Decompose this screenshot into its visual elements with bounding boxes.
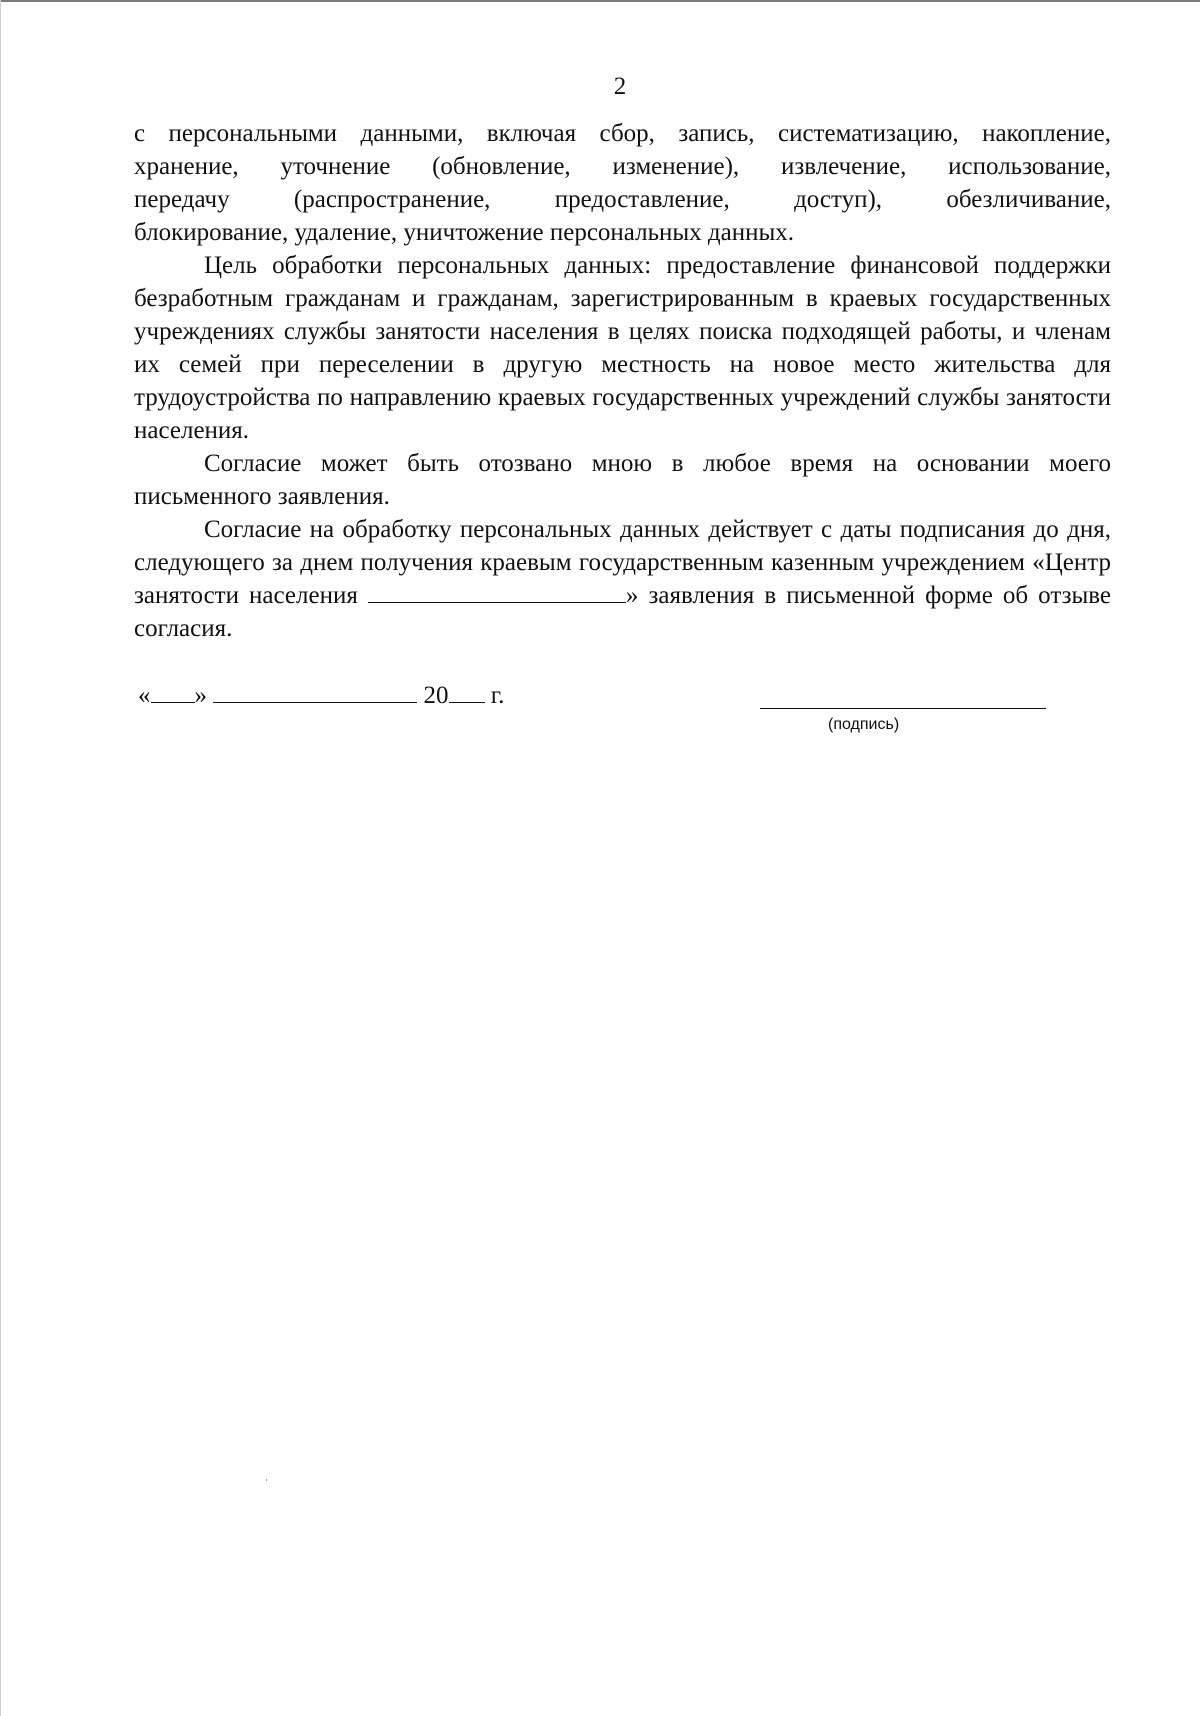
page-number: 2 — [613, 73, 627, 100]
paragraph-processing-actions — [134, 117, 1111, 249]
paragraph-consent-revocation: Согласие может быть отозвано мною в любое время на основании моего письменного заявления. — [134, 450, 1111, 510]
year-prefix: 20 — [423, 682, 449, 709]
consent-validity-text: Согласие на обработку персональных данных действует с даты подписания до дня, следующего за днем получения краевым государственным казенным учреждением «Центр занятости населения — [134, 516, 1111, 609]
paragraph-consent-validity — [134, 513, 1111, 645]
day-blank[interactable] — [151, 680, 195, 703]
month-blank[interactable] — [213, 680, 417, 703]
year-suffix: г. — [490, 682, 505, 709]
date-open-quote: « — [138, 682, 151, 709]
date-field — [138, 680, 504, 710]
employment-center-name-blank[interactable] — [368, 580, 626, 603]
document-body — [134, 117, 1111, 645]
close-quote: » — [625, 582, 639, 609]
paragraph-line: передачу (распространение, предоставление, доступ), обезличивание, — [134, 186, 1111, 213]
paragraph-line: блокирование, удаление, уничтожение персональных данных. — [134, 219, 795, 246]
paragraph-line: хранение, уточнение (обновление, изменение), извлечение, использование, — [134, 153, 1111, 180]
scan-edge-left — [0, 0, 1, 1716]
consent-validity-text-end: заявления в письменной форме об отзыве согласия. — [134, 582, 1112, 642]
paragraph-processing-purpose: Цель обработки персональных данных: предоставление финансовой поддержки безработным гражданам и гражданам, зарегистрированным в краевых государственных учреждениях службы занятости населения в целях поиска подходящей работы, и членам их семей при переселении в другую местность на новое место жительства для трудоустройства по направлению краевых государственных учреждений службы занятости населения. — [134, 252, 1111, 444]
paragraph-line: с персональными данными, включая сбор, запись, систематизацию, накопление, — [134, 120, 1111, 147]
signature-caption: (подпись) — [828, 716, 900, 733]
signature-line[interactable] — [760, 708, 1046, 709]
scan-speck — [266, 1479, 267, 1481]
year-blank[interactable] — [449, 680, 485, 703]
date-close-quote: » — [194, 682, 207, 709]
signature-block — [138, 680, 1113, 740]
scan-edge-top — [0, 0, 1200, 2]
